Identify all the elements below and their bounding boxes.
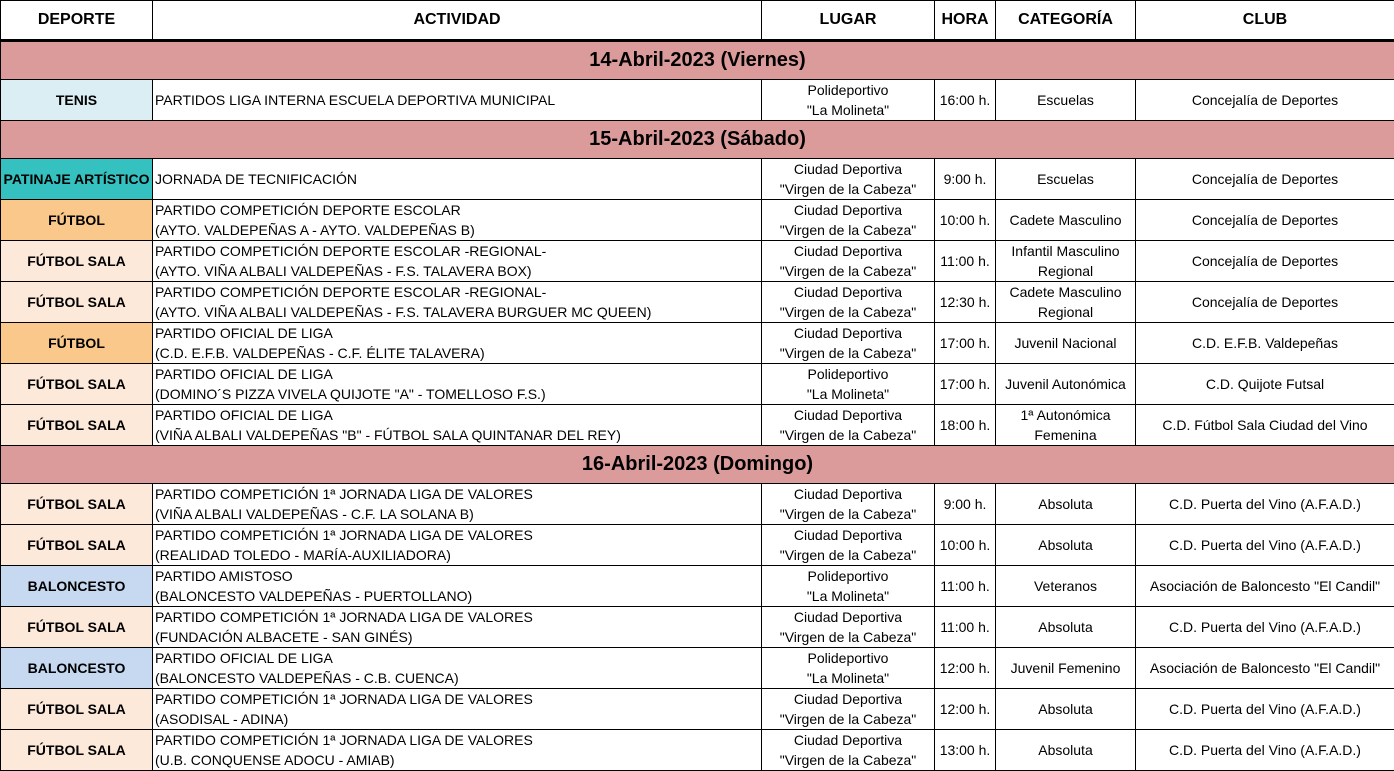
hora-cell: 10:00 h. xyxy=(935,200,996,241)
header-hora: HORA xyxy=(935,1,996,41)
table-row xyxy=(1,607,1394,648)
club-cell: C.D. Fútbol Sala Ciudad del Vino xyxy=(1136,405,1394,446)
date-row xyxy=(1,446,1394,484)
categoria-line-1: Veteranos xyxy=(996,576,1135,596)
actividad-line-1: PARTIDO OFICIAL DE LIGA xyxy=(155,405,761,425)
actividad-line-2: (AYTO. VIÑA ALBALI VALDEPEÑAS - F.S. TALAVERA BOX) xyxy=(155,261,761,281)
categoria-line-1: 1ª Autonómica xyxy=(996,405,1135,425)
table-row xyxy=(1,364,1394,405)
lugar-cell xyxy=(762,648,935,689)
table-row xyxy=(1,282,1394,323)
hora-cell: 11:00 h. xyxy=(935,241,996,282)
deporte-cell: FÚTBOL SALA xyxy=(1,484,153,525)
club-cell: Asociación de Baloncesto "El Candil" xyxy=(1136,566,1394,607)
categoria-cell xyxy=(996,566,1136,607)
actividad-line-1: PARTIDO COMPETICIÓN 1ª JORNADA LIGA DE VALORES xyxy=(155,730,761,750)
lugar-line-2: "La Molineta" xyxy=(762,384,934,404)
lugar-line-2: "Virgen de la Cabeza" xyxy=(762,425,934,445)
club-cell: Concejalía de Deportes xyxy=(1136,200,1394,241)
categoria-line-2: Regional xyxy=(996,261,1135,281)
categoria-cell xyxy=(996,282,1136,323)
club-cell: Concejalía de Deportes xyxy=(1136,241,1394,282)
actividad-cell xyxy=(153,159,762,200)
actividad-line-2: (VIÑA ALBALI VALDEPEÑAS - C.F. LA SOLANA B) xyxy=(155,504,761,524)
table-row xyxy=(1,80,1394,121)
categoria-line-1: Absoluta xyxy=(996,699,1135,719)
header-row xyxy=(1,1,1394,41)
table-row xyxy=(1,689,1394,730)
deporte-cell: TENIS xyxy=(1,80,153,121)
deporte-cell: FÚTBOL SALA xyxy=(1,689,153,730)
hora-cell: 12:00 h. xyxy=(935,689,996,730)
actividad-cell xyxy=(153,648,762,689)
lugar-cell xyxy=(762,484,935,525)
categoria-cell xyxy=(996,607,1136,648)
lugar-cell xyxy=(762,323,935,364)
actividad-line-2: (VIÑA ALBALI VALDEPEÑAS "B" - FÚTBOL SALA QUINTANAR DEL REY) xyxy=(155,425,761,445)
lugar-line-1: Polideportivo xyxy=(762,80,934,100)
lugar-line-2: "Virgen de la Cabeza" xyxy=(762,504,934,524)
club-cell: Concejalía de Deportes xyxy=(1136,282,1394,323)
lugar-cell xyxy=(762,241,935,282)
categoria-cell xyxy=(996,241,1136,282)
categoria-cell xyxy=(996,159,1136,200)
categoria-cell xyxy=(996,484,1136,525)
hora-cell: 17:00 h. xyxy=(935,364,996,405)
club-cell: Concejalía de Deportes xyxy=(1136,159,1394,200)
actividad-cell xyxy=(153,241,762,282)
actividad-line-2: (BALONCESTO VALDEPEÑAS - PUERTOLLANO) xyxy=(155,586,761,606)
lugar-cell xyxy=(762,689,935,730)
lugar-cell xyxy=(762,525,935,566)
actividad-line-1: PARTIDO COMPETICIÓN 1ª JORNADA LIGA DE VALORES xyxy=(155,525,761,545)
actividad-line-1: PARTIDO COMPETICIÓN DEPORTE ESCOLAR -REGIONAL- xyxy=(155,241,761,261)
categoria-line-1: Absoluta xyxy=(996,740,1135,760)
actividad-line-1: PARTIDOS LIGA INTERNA ESCUELA DEPORTIVA MUNICIPAL xyxy=(155,90,761,110)
categoria-cell xyxy=(996,648,1136,689)
hora-cell: 13:00 h. xyxy=(935,730,996,771)
lugar-line-1: Ciudad Deportiva xyxy=(762,405,934,425)
actividad-cell xyxy=(153,282,762,323)
actividad-line-1: PARTIDO OFICIAL DE LIGA xyxy=(155,648,761,668)
actividad-line-2: (U.B. CONQUENSE ADOCU - AMIAB) xyxy=(155,750,761,770)
lugar-line-2: "Virgen de la Cabeza" xyxy=(762,261,934,281)
deporte-cell: FÚTBOL SALA xyxy=(1,730,153,771)
lugar-line-2: "La Molineta" xyxy=(762,668,934,688)
lugar-cell xyxy=(762,200,935,241)
lugar-line-1: Ciudad Deportiva xyxy=(762,730,934,750)
hora-cell: 16:00 h. xyxy=(935,80,996,121)
hora-cell: 10:00 h. xyxy=(935,525,996,566)
actividad-line-2: (FUNDACIÓN ALBACETE - SAN GINÉS) xyxy=(155,627,761,647)
table-row xyxy=(1,405,1394,446)
lugar-line-2: "Virgen de la Cabeza" xyxy=(762,750,934,770)
table-row xyxy=(1,159,1394,200)
deporte-cell: FÚTBOL SALA xyxy=(1,241,153,282)
deporte-cell: FÚTBOL SALA xyxy=(1,364,153,405)
categoria-cell xyxy=(996,200,1136,241)
lugar-cell xyxy=(762,282,935,323)
lugar-cell xyxy=(762,730,935,771)
club-cell: C.D. Puerta del Vino (A.F.A.D.) xyxy=(1136,730,1394,771)
table-row xyxy=(1,323,1394,364)
actividad-line-2: (REALIDAD TOLEDO - MARÍA-AUXILIADORA) xyxy=(155,545,761,565)
actividad-cell xyxy=(153,484,762,525)
date-row xyxy=(1,41,1394,80)
club-cell: C.D. Puerta del Vino (A.F.A.D.) xyxy=(1136,484,1394,525)
actividad-cell xyxy=(153,566,762,607)
lugar-cell xyxy=(762,566,935,607)
actividad-line-2: (DOMINO´S PIZZA VIVELA QUIJOTE "A" - TOMELLOSO F.S.) xyxy=(155,384,761,404)
hora-cell: 18:00 h. xyxy=(935,405,996,446)
club-cell: C.D. Puerta del Vino (A.F.A.D.) xyxy=(1136,689,1394,730)
lugar-cell xyxy=(762,159,935,200)
date-row xyxy=(1,121,1394,159)
lugar-cell xyxy=(762,405,935,446)
categoria-line-2: Femenina xyxy=(996,425,1135,445)
actividad-line-1: PARTIDO COMPETICIÓN DEPORTE ESCOLAR -REGIONAL- xyxy=(155,282,761,302)
lugar-cell xyxy=(762,607,935,648)
lugar-line-2: "La Molineta" xyxy=(762,586,934,606)
hora-cell: 17:00 h. xyxy=(935,323,996,364)
actividad-line-2: (AYTO. VALDEPEÑAS A - AYTO. VALDEPEÑAS B) xyxy=(155,220,761,240)
categoria-cell xyxy=(996,323,1136,364)
actividad-line-2: (BALONCESTO VALDEPEÑAS - C.B. CUENCA) xyxy=(155,668,761,688)
club-cell: C.D. Puerta del Vino (A.F.A.D.) xyxy=(1136,525,1394,566)
deporte-cell: FÚTBOL xyxy=(1,323,153,364)
actividad-cell xyxy=(153,607,762,648)
actividad-cell xyxy=(153,730,762,771)
lugar-line-1: Ciudad Deportiva xyxy=(762,200,934,220)
actividad-cell xyxy=(153,200,762,241)
actividad-line-2: (AYTO. VIÑA ALBALI VALDEPEÑAS - F.S. TALAVERA BURGUER MC QUEEN) xyxy=(155,302,761,322)
lugar-line-1: Ciudad Deportiva xyxy=(762,607,934,627)
actividad-line-2: (C.D. E.F.B. VALDEPEÑAS - C.F. ÉLITE TALAVERA) xyxy=(155,343,761,363)
lugar-line-1: Ciudad Deportiva xyxy=(762,525,934,545)
table-row xyxy=(1,525,1394,566)
header-club: CLUB xyxy=(1136,1,1394,41)
actividad-cell xyxy=(153,689,762,730)
lugar-line-1: Ciudad Deportiva xyxy=(762,484,934,504)
club-cell: Asociación de Baloncesto "El Candil" xyxy=(1136,648,1394,689)
actividad-line-1: PARTIDO COMPETICIÓN 1ª JORNADA LIGA DE VALORES xyxy=(155,607,761,627)
club-cell: Concejalía de Deportes xyxy=(1136,80,1394,121)
lugar-line-2: "Virgen de la Cabeza" xyxy=(762,545,934,565)
lugar-line-2: "Virgen de la Cabeza" xyxy=(762,179,934,199)
actividad-cell xyxy=(153,364,762,405)
categoria-line-1: Juvenil Femenino xyxy=(996,658,1135,678)
lugar-line-1: Ciudad Deportiva xyxy=(762,159,934,179)
actividad-line-1: PARTIDO COMPETICIÓN 1ª JORNADA LIGA DE VALORES xyxy=(155,484,761,504)
deporte-cell: FÚTBOL SALA xyxy=(1,607,153,648)
categoria-cell xyxy=(996,405,1136,446)
club-cell: C.D. Quijote Futsal xyxy=(1136,364,1394,405)
categoria-cell xyxy=(996,689,1136,730)
lugar-line-1: Polideportivo xyxy=(762,364,934,384)
header-deporte: DEPORTE xyxy=(1,1,153,41)
deporte-cell: PATINAJE ARTÍSTICO xyxy=(1,159,153,200)
schedule-body xyxy=(1,41,1394,771)
lugar-line-1: Ciudad Deportiva xyxy=(762,282,934,302)
categoria-cell xyxy=(996,364,1136,405)
lugar-line-1: Polideportivo xyxy=(762,566,934,586)
categoria-line-1: Absoluta xyxy=(996,617,1135,637)
categoria-cell xyxy=(996,730,1136,771)
lugar-line-2: "Virgen de la Cabeza" xyxy=(762,343,934,363)
lugar-line-2: "Virgen de la Cabeza" xyxy=(762,220,934,240)
hora-cell: 11:00 h. xyxy=(935,607,996,648)
table-row xyxy=(1,648,1394,689)
date-heading: 14-Abril-2023 (Viernes) xyxy=(1,41,1394,80)
header-categoria: CATEGORÍA xyxy=(996,1,1136,41)
hora-cell: 9:00 h. xyxy=(935,159,996,200)
table-row xyxy=(1,200,1394,241)
deporte-cell: FÚTBOL SALA xyxy=(1,405,153,446)
hora-cell: 12:30 h. xyxy=(935,282,996,323)
lugar-line-1: Polideportivo xyxy=(762,648,934,668)
categoria-line-1: Escuelas xyxy=(996,90,1135,110)
categoria-cell xyxy=(996,80,1136,121)
date-heading: 16-Abril-2023 (Domingo) xyxy=(1,446,1394,484)
actividad-cell xyxy=(153,405,762,446)
hora-cell: 9:00 h. xyxy=(935,484,996,525)
header-lugar: LUGAR xyxy=(762,1,935,41)
categoria-line-1: Absoluta xyxy=(996,535,1135,555)
categoria-line-1: Escuelas xyxy=(996,169,1135,189)
table-row xyxy=(1,730,1394,771)
actividad-line-1: PARTIDO COMPETICIÓN 1ª JORNADA LIGA DE VALORES xyxy=(155,689,761,709)
deporte-cell: BALONCESTO xyxy=(1,566,153,607)
hora-cell: 12:00 h. xyxy=(935,648,996,689)
actividad-line-1: JORNADA DE TECNIFICACIÓN xyxy=(155,169,761,189)
deporte-cell: FÚTBOL SALA xyxy=(1,525,153,566)
deporte-cell: FÚTBOL xyxy=(1,200,153,241)
categoria-line-1: Juvenil Nacional xyxy=(996,333,1135,353)
lugar-line-2: "Virgen de la Cabeza" xyxy=(762,709,934,729)
categoria-line-1: Absoluta xyxy=(996,494,1135,514)
categoria-line-2: Regional xyxy=(996,302,1135,322)
actividad-line-1: PARTIDO OFICIAL DE LIGA xyxy=(155,364,761,384)
lugar-line-2: "La Molineta" xyxy=(762,100,934,120)
deporte-cell: FÚTBOL SALA xyxy=(1,282,153,323)
club-cell: C.D. Puerta del Vino (A.F.A.D.) xyxy=(1136,607,1394,648)
actividad-cell xyxy=(153,525,762,566)
table-row xyxy=(1,241,1394,282)
lugar-cell xyxy=(762,364,935,405)
lugar-line-2: "Virgen de la Cabeza" xyxy=(762,627,934,647)
lugar-line-1: Ciudad Deportiva xyxy=(762,241,934,261)
categoria-cell xyxy=(996,525,1136,566)
categoria-line-1: Juvenil Autonómica xyxy=(996,374,1135,394)
actividad-line-1: PARTIDO OFICIAL DE LIGA xyxy=(155,323,761,343)
club-cell: C.D. E.F.B. Valdepeñas xyxy=(1136,323,1394,364)
actividad-cell xyxy=(153,323,762,364)
categoria-line-1: Cadete Masculino xyxy=(996,210,1135,230)
lugar-line-1: Ciudad Deportiva xyxy=(762,689,934,709)
header-actividad: ACTIVIDAD xyxy=(153,1,762,41)
deporte-cell: BALONCESTO xyxy=(1,648,153,689)
lugar-cell xyxy=(762,80,935,121)
table-row xyxy=(1,484,1394,525)
lugar-line-1: Ciudad Deportiva xyxy=(762,323,934,343)
lugar-line-2: "Virgen de la Cabeza" xyxy=(762,302,934,322)
actividad-line-1: PARTIDO AMISTOSO xyxy=(155,566,761,586)
categoria-line-1: Infantil Masculino xyxy=(996,241,1135,261)
actividad-line-1: PARTIDO COMPETICIÓN DEPORTE ESCOLAR xyxy=(155,200,761,220)
date-heading: 15-Abril-2023 (Sábado) xyxy=(1,121,1394,159)
table-row xyxy=(1,566,1394,607)
actividad-line-2: (ASODISAL - ADINA) xyxy=(155,709,761,729)
hora-cell: 11:00 h. xyxy=(935,566,996,607)
categoria-line-1: Cadete Masculino xyxy=(996,282,1135,302)
actividad-cell xyxy=(153,80,762,121)
